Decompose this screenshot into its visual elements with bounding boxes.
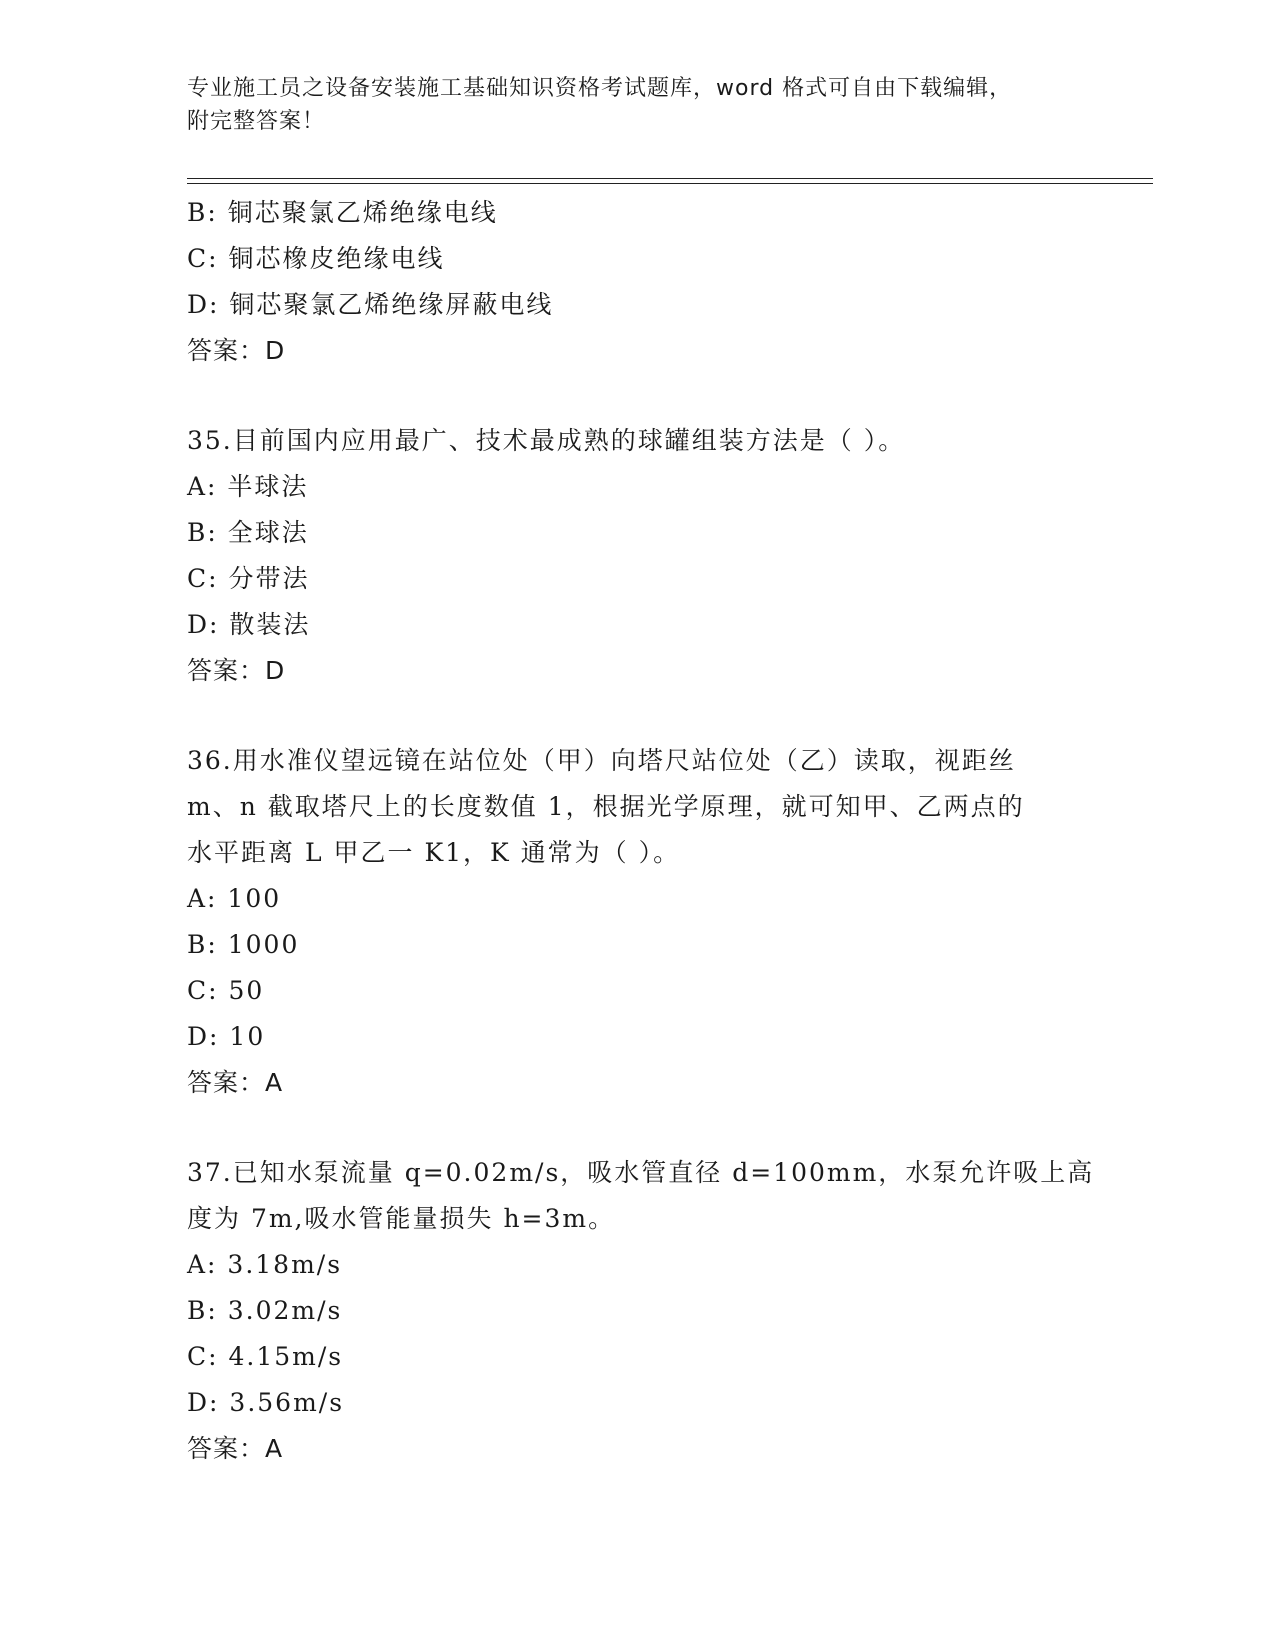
question-34-tail (187, 190, 1087, 374)
question-35 (187, 418, 1087, 694)
option-a: A: 3.18m/s (187, 1250, 343, 1279)
option-d: D: 10 (187, 1022, 266, 1051)
header-divider-bottom (187, 183, 1153, 184)
option-d: D: 铜芯聚氯乙烯绝缘屏蔽电线 (187, 290, 554, 319)
answer: 答案：A (187, 1068, 284, 1097)
question-stem-line-1: 37.已知水泵流量 q=0.02m/s，吸水管直径 d=100mm，水泵允许吸上高 (187, 1158, 1095, 1187)
option-d: D: 散装法 (187, 610, 311, 639)
option-c: C: 铜芯橡皮绝缘电线 (187, 244, 445, 273)
option-b: B: 1000 (187, 930, 300, 959)
option-b: B: 3.02m/s (187, 1296, 343, 1325)
option-d: D: 3.56m/s (187, 1388, 345, 1417)
document-header (187, 72, 1087, 138)
answer: 答案：D (187, 336, 286, 365)
option-c: C: 分带法 (187, 564, 310, 593)
answer: 答案：D (187, 656, 286, 685)
question-stem-line-2: m、n 截取塔尺上的长度数值 1，根据光学原理，就可知甲、乙两点的 (187, 792, 1025, 821)
spacer (187, 694, 1087, 738)
option-b: B: 全球法 (187, 518, 309, 547)
option-a: A: 半球法 (187, 472, 309, 501)
spacer (187, 374, 1087, 418)
option-a: A: 100 (187, 884, 282, 913)
header-divider-top (187, 178, 1153, 179)
header-line-2: 附完整答案！ (187, 109, 326, 134)
spacer (187, 1106, 1087, 1150)
option-c: C: 50 (187, 976, 265, 1005)
option-c: C: 4.15m/s (187, 1342, 344, 1371)
question-stem-line-3: 水平距离 L 甲乙一 K1，K 通常为（ ）。 (187, 838, 681, 867)
option-b: B: 铜芯聚氯乙烯绝缘电线 (187, 198, 498, 227)
header-line-1: 专业施工员之设备安装施工基础知识资格考试题库，word 格式可自由下载编辑， (187, 76, 1013, 101)
question-36 (187, 738, 1087, 1106)
question-37 (187, 1150, 1095, 1472)
question-stem-line-2: 度为 7m,吸水管能量损失 h=3m。 (187, 1204, 616, 1233)
question-stem: 35.目前国内应用最广、技术最成熟的球罐组装方法是（ ）。 (187, 426, 906, 455)
answer: 答案：A (187, 1434, 284, 1463)
question-stem-line-1: 36.用水准仪望远镜在站位处（甲）向塔尺站位处（乙）读取，视距丝 (187, 746, 1016, 775)
question-list (187, 190, 1095, 1472)
